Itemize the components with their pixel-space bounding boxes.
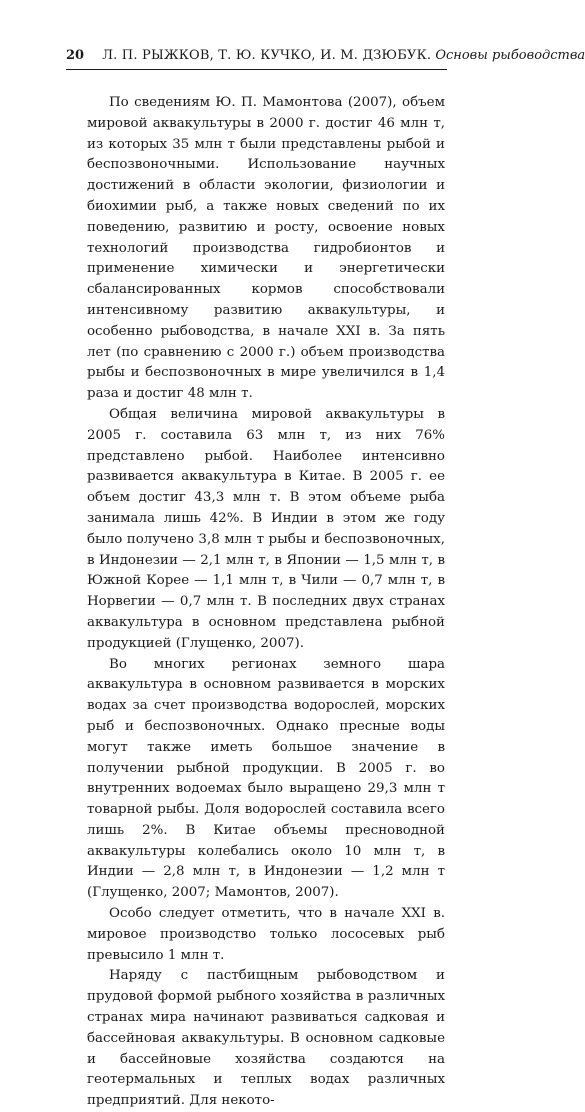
header-rule [66,69,447,70]
paragraph: Общая величина мировой аквакультуры в 2005 г. составила 63 млн т, из них 76% представлено рыбой. Наиболее интенсивно развивается аквакультура в Китае. В 2005 г. ее объем достиг 43,3 млн т. В этом объеме рыба занимала лишь 42%. В Индии в этом же году было получено 3,8 млн т рыбы и беспозвоночных, в Индонезии — 2,1 млн т, в Японии — 1,5 млн т, в Южной Корее — 1,1 млн т, в Чили — 0,7 млн т, в Норвегии — 0,7 млн т. В последних двух странах аквакультура в основном представлена рыбной продукцией (Глущенко, 2007). [87,406,445,651]
running-header [66,48,585,64]
paragraph: Наряду с пастбищным рыбоводством и прудовой формой рыбного хозяйства в различных странах мира начинают развиваться садковая и бассейновая аквакультуры. В основном садковые и бассейновые хозяйства создаются на геотермальных и теплых водах различных предприятий. Для некото- [87,968,445,1109]
header-book-title: Основы рыбоводства [435,48,585,63]
paragraph: Во многих регионах земного шара аквакультура в основном развивается в морских водах за счет производства водорослей, морских рыб и беспозвоночных. Однако пресные воды могут также иметь большое значение в получении рыбной продукции. В 2005 г. во внутренних водоемах было выращено 29,3 млн т товарной рыбы. Доля водорослей составила всего лишь 2%. В Китае объемы пресноводной аквакультуры колебались около 10 млн т, в Индии — 2,8 млн т, в Индонезии — 1,2 млн т (Глущенко, 2007; Мамонтов, 2007). [87,656,445,901]
paragraph: По сведениям Ю. П. Мамонтова (2007), объем мировой аквакультуры в 2000 г. достиг 46 млн т, из которых 35 млн т были представлены рыбой и беспозвоночными. Использование научных достижений в области экологии, физиологии и биохимии рыб, а также новых сведений по их поведению, развитию и росту, освоение новых технологий производства гидробионтов и применение химически и энергетически сбалансированных кормов способствовали интенсивному развитию аквакультуры, и особенно рыбоводства, в начале XXI в. За пять лет (по сравнению с 2000 г.) объем производства рыбы и беспозвоночных в мире увеличился в 1,4 раза и достиг 48 млн т. [87,95,445,402]
header-authors: Л. П. РЫЖКОВ, Т. Ю. КУЧКО, И. М. ДЗЮБУК. [102,48,432,63]
page-number: 20 [66,48,85,63]
body-text [87,93,445,1112]
paragraph: Особо следует отметить, что в начале XXI в. мировое производство только лососевых рыб превысило 1 млн т. [87,906,445,963]
